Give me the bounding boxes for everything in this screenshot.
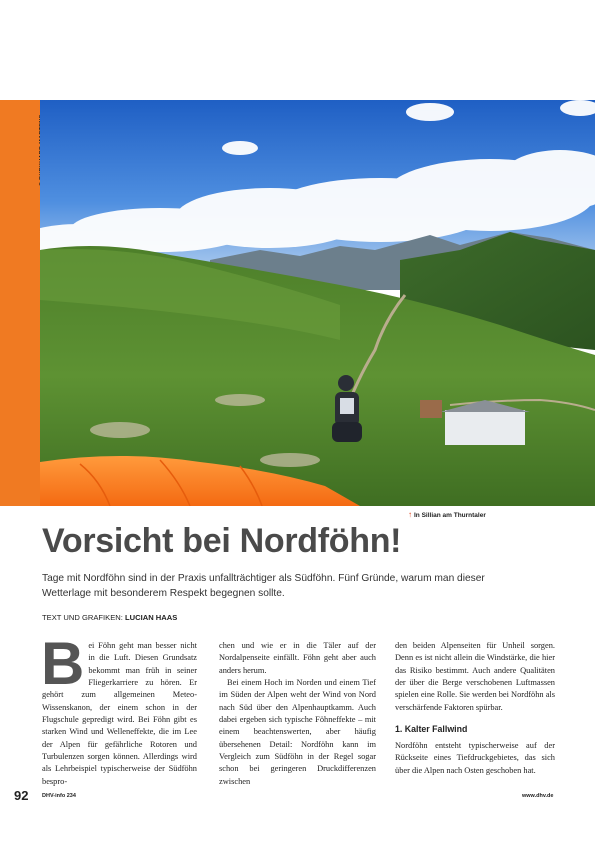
paragraph: Bei einem Hoch im Norden und einem Tief im Süden der Alpen weht der Wind von Nord nach Süd über den Alpenhauptkamm. Auch dabei ergeben sich typische Föhneffekte – mit einem beachtenswerten, aber häufig übersehenen Detail: Nordföhn kann im Vergleich zum Südföhn in der Regel sogar schon bei geringeren Druckdifferenzen zwischen xyxy=(219,678,376,786)
paragraph: Nordföhn entsteht typischerweise auf der Rückseite eines Tiefdruckgebietes, das sich über die Alpen nach Osten geschoben hat. xyxy=(395,741,555,775)
website-link[interactable]: www.dhv.de xyxy=(522,793,554,799)
paragraph: ei Föhn geht man besser nicht in die Luft. Diesen Grundsatz bekommt man früh in seiner Fliegerkarriere zu hören. Er gehört zum allgemeinen Meteo-Wissenskanon, der einem schon in der Flugschule gepredigt wird. Bei Föhn gibt es starken Wind und Welleneffekte, die im Lee der Alpen für gefährliche Rotoren und Turbulenzen sorgen können. Allerdings wird als Lehrbeispiel typischerweise der Südföhn bespro- xyxy=(42,641,197,786)
section-heading: 1. Kalter Fallwind xyxy=(395,724,468,735)
article-title: Vorsicht bei Nordföhn! xyxy=(42,522,402,560)
up-arrow-icon: ↑ xyxy=(408,510,412,519)
article-column-1 xyxy=(41,630,197,788)
page-number: 92 xyxy=(14,788,29,803)
paragraph: den beiden Alpenseiten für Unheil sorgen. Denn es ist nicht allein die Windstärke, die hier das Risiko bestimmt. Auch andere Qualitäten der über die Berge verschobenen Luftmassen spielen eine Rolle. Sie werden bei Nordföhn als verschärfende Faktoren spürbar. xyxy=(395,641,556,712)
paragraph: chen und wie er in die Täler auf der Nordalpenseite einfällt. Föhn geht aber auch anders herum. xyxy=(219,641,376,675)
article-lead: Tage mit Nordföhn sind in der Praxis unfallträchtiger als Südföhn. Fünf Gründe, warum man dieser Wetterlage mit besonderem Respekt begegnen sollte. xyxy=(42,573,485,599)
hero-photo xyxy=(40,100,595,506)
photo-caption: ↑ In Sillian am Thurntaler xyxy=(408,510,486,519)
magazine-issue: DHV-info 234 xyxy=(42,793,76,799)
article-column-3 xyxy=(395,640,555,777)
drop-cap: B xyxy=(41,630,85,697)
article-column-2 xyxy=(219,640,376,788)
photo-credit xyxy=(30,106,40,186)
byline: TEXT UND GRAFIKEN: LUCIAN HAAS xyxy=(42,613,178,622)
mountain-landscape-image xyxy=(40,100,595,506)
